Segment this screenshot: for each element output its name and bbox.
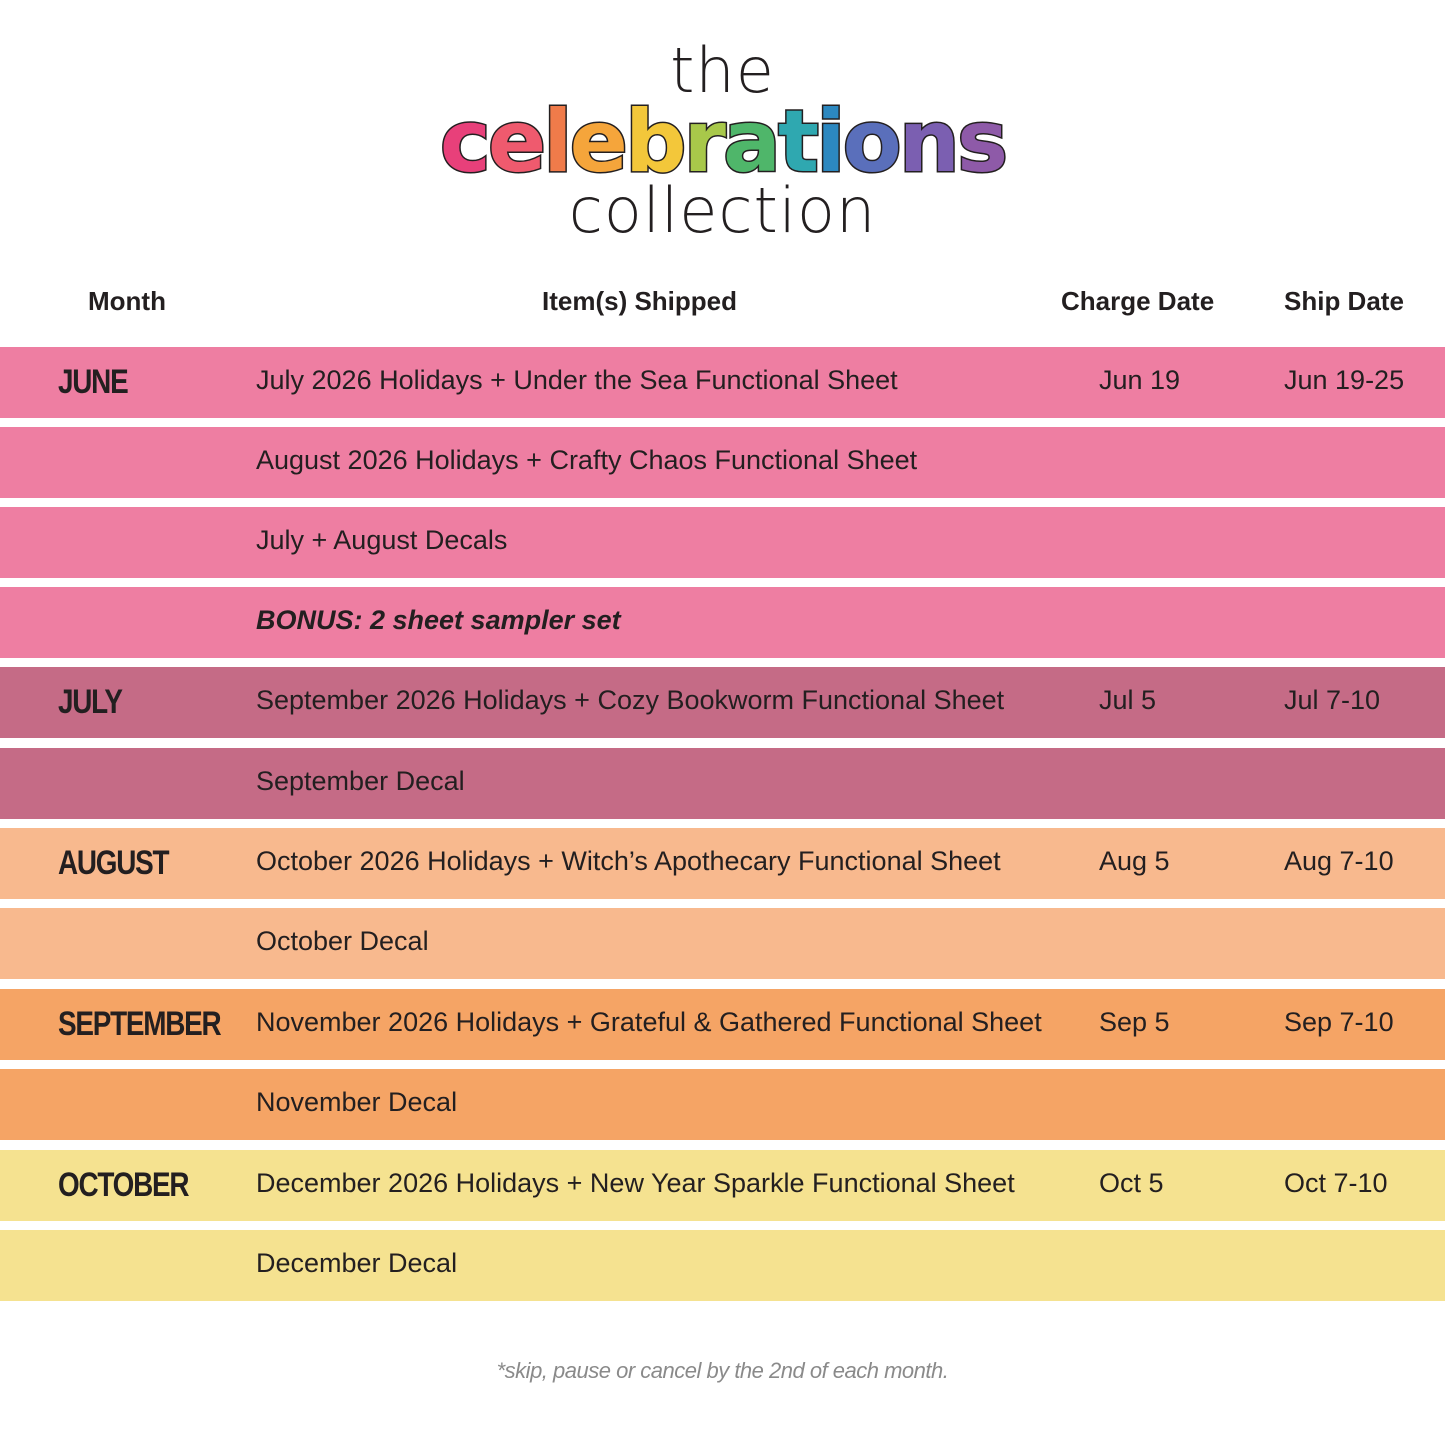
logo-letter: i bbox=[816, 92, 843, 192]
header-ship-date: Ship Date bbox=[1284, 286, 1404, 316]
logo-letter: b bbox=[624, 92, 684, 192]
row-item: October 2026 Holidays + Witch’s Apothecary Functional Sheet bbox=[256, 846, 1001, 876]
logo-letter: r bbox=[683, 92, 723, 192]
table-row bbox=[0, 587, 1445, 658]
row-charge-date: Aug 5 bbox=[1099, 846, 1170, 876]
table-row bbox=[0, 1069, 1445, 1140]
table-row bbox=[0, 908, 1445, 979]
logo-letter: t bbox=[778, 92, 817, 192]
row-ship-date: Oct 7-10 bbox=[1284, 1168, 1388, 1198]
table-row bbox=[0, 667, 1445, 738]
row-item: July + August Decals bbox=[256, 525, 508, 555]
row-item: November Decal bbox=[256, 1087, 458, 1117]
row-item: September 2026 Holidays + Cozy Bookworm Functional Sheet bbox=[256, 685, 1005, 715]
header-charge-date: Charge Date bbox=[1061, 286, 1215, 316]
table-row bbox=[0, 748, 1445, 819]
brand-logo bbox=[0, 34, 1445, 247]
table-row bbox=[0, 989, 1445, 1060]
table-row bbox=[0, 1230, 1445, 1301]
logo-letter: s bbox=[956, 92, 1006, 192]
row-month: SEPTEMBER bbox=[58, 1005, 221, 1043]
row-item: November 2026 Holidays + Grateful & Gathered Functional Sheet bbox=[256, 1007, 1042, 1037]
table-header bbox=[0, 286, 1445, 326]
row-month: OCTOBER bbox=[58, 1166, 189, 1204]
row-item: December 2026 Holidays + New Year Sparkle Functional Sheet bbox=[256, 1168, 1015, 1198]
row-charge-date: Jul 5 bbox=[1099, 685, 1157, 715]
logo-letter: c bbox=[439, 92, 488, 192]
logo-line-the: the bbox=[670, 34, 775, 107]
logo-letter: e bbox=[569, 92, 625, 192]
row-ship-date: Jun 19-25 bbox=[1284, 365, 1405, 395]
row-charge-date: Sep 5 bbox=[1099, 1007, 1170, 1037]
logo-line-celebrations bbox=[0, 92, 1445, 192]
row-charge-date: Oct 5 bbox=[1099, 1168, 1164, 1198]
row-item: December Decal bbox=[256, 1248, 458, 1278]
row-item: September Decal bbox=[256, 766, 465, 796]
table-row bbox=[0, 507, 1445, 578]
row-month: JUNE bbox=[58, 363, 128, 401]
logo-letter: l bbox=[543, 92, 570, 192]
row-month: AUGUST bbox=[58, 844, 169, 882]
row-ship-date: Aug 7-10 bbox=[1284, 846, 1394, 876]
row-ship-date: Jul 7-10 bbox=[1284, 685, 1381, 715]
row-item: August 2026 Holidays + Crafty Chaos Functional Sheet bbox=[256, 445, 918, 475]
table-row bbox=[0, 828, 1445, 899]
row-month: JULY bbox=[58, 683, 122, 721]
table-row bbox=[0, 1150, 1445, 1221]
header-month: Month bbox=[88, 286, 166, 316]
logo-letter: o bbox=[842, 92, 899, 192]
table-row bbox=[0, 347, 1445, 418]
logo-letter: n bbox=[898, 92, 957, 192]
row-item-bonus: BONUS: 2 sheet sampler set bbox=[256, 605, 621, 635]
row-ship-date: Sep 7-10 bbox=[1284, 1007, 1394, 1037]
row-charge-date: Jun 19 bbox=[1099, 365, 1181, 395]
table-row bbox=[0, 427, 1445, 498]
logo-letter: a bbox=[722, 92, 778, 192]
logo-letter: e bbox=[487, 92, 544, 192]
row-item: October Decal bbox=[256, 926, 429, 956]
row-item: July 2026 Holidays + Under the Sea Functional Sheet bbox=[256, 365, 898, 395]
header-items-shipped: Item(s) Shipped bbox=[542, 286, 738, 316]
footnote: *skip, pause or cancel by the 2nd of each month. bbox=[496, 1358, 949, 1383]
logo-line-collection: collection bbox=[568, 174, 877, 247]
